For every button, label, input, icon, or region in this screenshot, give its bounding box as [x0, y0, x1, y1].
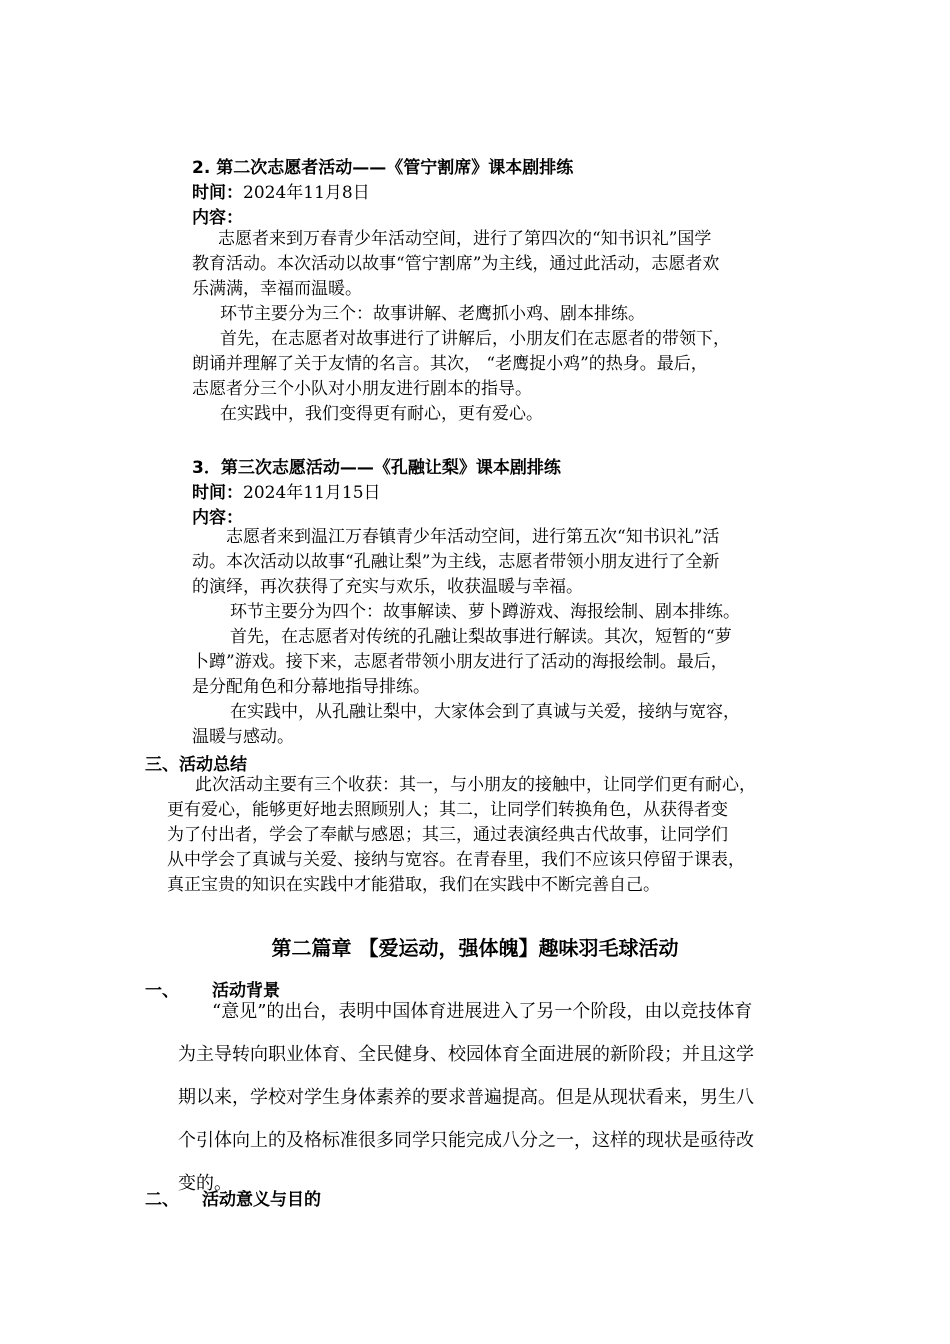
summary-line: 真正宝贵的知识在实践中才能猎取，我们在实践中不断完善自己。 [167, 875, 660, 895]
section3-body [192, 525, 740, 750]
purpose-heading: 活动意义与目的 [202, 1190, 321, 1210]
section2-heading: 2. 第二次志愿者活动——《管宁割席》课本剧排练 [192, 158, 574, 178]
summary-line: 此次活动主要有三个收获：其一，与小朋友的接触中，让同学们更有耐心， [195, 775, 756, 795]
summary-line: 从中学会了真诚与关爱、接纳与宽容。在青春里，我们不应该只停留于课表， [167, 850, 745, 870]
section2-content-label: 内容： [192, 208, 243, 228]
background-line: 为主导转向职业体育、全民健身、校园体育全面进展的新阶段；并且这学 [178, 1044, 754, 1065]
section2-time [192, 178, 370, 203]
background-line: 期以来，学校对学生身体素养的要求普遍提高。但是从现状看来，男生八 [178, 1087, 754, 1108]
section3-time-label: 时间： [192, 483, 243, 503]
background-number: 一、 [145, 981, 179, 1001]
summary-heading: 三、活动总结 [145, 755, 247, 775]
section2-time-value: 2024年11月8日 [243, 183, 370, 203]
section3-line: 是分配角色和分幕地指导排练。 [192, 677, 430, 697]
section2-line: 首先，在志愿者对故事进行了讲解后，小朋友们在志愿者的带领下， [220, 329, 730, 349]
section3-line: 卜蹲”游戏。接下来，志愿者带领小朋友进行了活动的海报绘制。最后， [192, 652, 728, 672]
summary-line: 为了付出者，学会了奉献与感恩；其三，通过表演经典古代故事，让同学们 [167, 825, 728, 845]
background-body [178, 990, 754, 1205]
section2-line: 朗诵并理解了关于友情的名言。其次， “老鹰捉小鸡”的热身。最后， [192, 354, 708, 374]
section3-line: 志愿者来到温江万春镇青少年活动空间，进行第五次“知书识礼”活 [226, 527, 720, 547]
section3-line: 动。本次活动以故事“孔融让梨”为主线，志愿者带领小朋友进行了全新 [192, 552, 720, 572]
section3-line: 的演绎，再次获得了充实与欢乐，收获温暖与幸福。 [192, 577, 583, 597]
section3-line: 首先，在志愿者对传统的孔融让梨故事进行解读。其次，短暂的“萝 [230, 627, 732, 647]
section2-line: 教育活动。本次活动以故事“管宁割席”为主线，通过此活动，志愿者欢 [192, 254, 720, 274]
background-line: “意见”的出台，表明中国体育进展进入了另一个阶段，由以竞技体育 [212, 1001, 753, 1022]
section2-line: 志愿者分三个小队对小朋友进行剧本的指导。 [192, 379, 532, 399]
section3-time [192, 478, 381, 503]
section2-line: 环节主要分为三个：故事讲解、老鹰抓小鸡、剧本排练。 [220, 304, 645, 324]
section3-heading: 3．第三次志愿活动——《孔融让梨》课本剧排练 [192, 458, 561, 478]
section3-line: 温暖与感动。 [192, 727, 294, 747]
chapter-title: 第二篇章 【爱运动，强体魄】趣味羽毛球活动 [271, 936, 679, 960]
section2-time-label: 时间： [192, 183, 243, 203]
background-line: 变的。 [178, 1173, 232, 1194]
section3-content-label: 内容： [192, 508, 243, 528]
section2-line: 乐满满，幸福而温暖。 [192, 279, 362, 299]
background-line: 个引体向上的及格标准很多同学只能完成八分之一，这样的现状是亟待改 [178, 1130, 754, 1151]
section2-line: 在实践中，我们变得更有耐心，更有爱心。 [220, 404, 543, 424]
section2-body [192, 227, 730, 427]
summary-line: 更有爱心，能够更好地去照顾别人；其二，让同学们转换角色，从获得者变 [167, 800, 728, 820]
purpose-number: 二、 [145, 1190, 179, 1210]
summary-body [167, 773, 756, 898]
background-heading: 活动背景 [212, 981, 280, 1001]
section3-time-value: 2024年11月15日 [243, 483, 381, 503]
section3-line: 环节主要分为四个：故事解读、萝卜蹲游戏、海报绘制、剧本排练。 [230, 602, 740, 622]
section3-line: 在实践中，从孔融让梨中，大家体会到了真诚与关爱，接纳与宽容， [230, 702, 740, 722]
section2-line: 志愿者来到万春青少年活动空间，进行了第四次的“知书识礼”国学 [218, 229, 712, 249]
